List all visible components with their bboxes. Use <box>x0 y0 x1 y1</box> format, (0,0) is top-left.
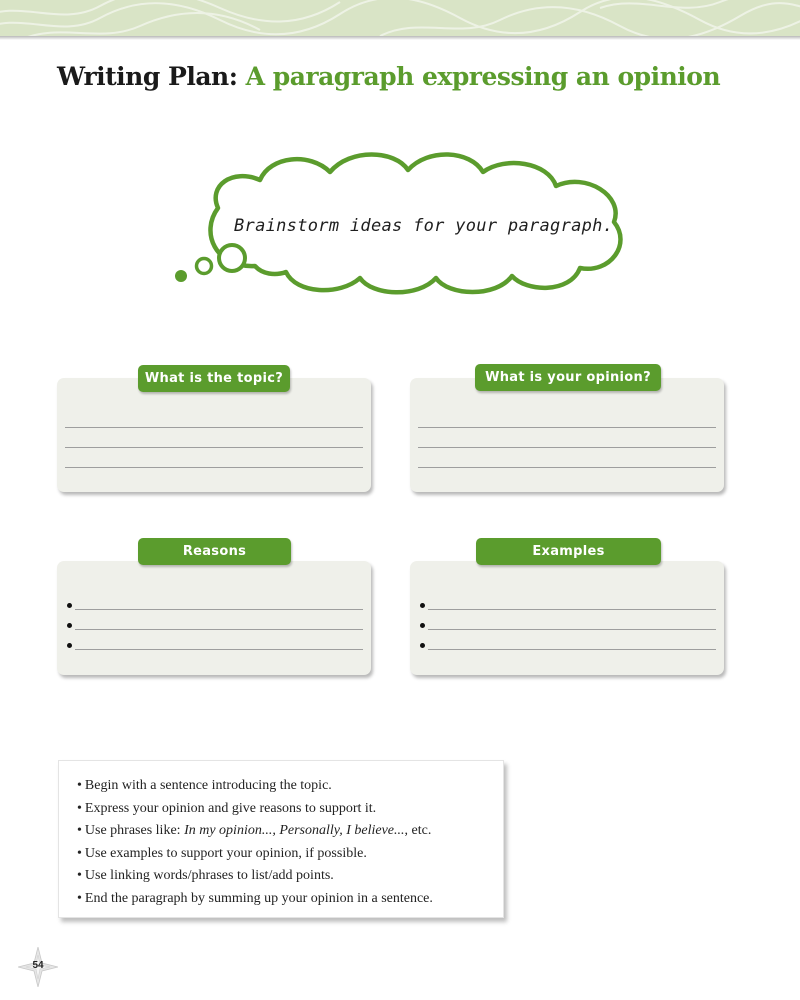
tip-item: • Begin with a sentence introducing the topic. <box>77 778 332 793</box>
bullet-icon <box>420 643 425 648</box>
tip-item: • Use linking words/phrases to list/add points. <box>77 868 334 884</box>
tip-item: • Use phrases like: In my opinion..., Personally, I believe..., etc. <box>77 823 432 839</box>
answer-line[interactable] <box>65 447 363 448</box>
answer-line[interactable] <box>418 427 716 428</box>
tip-text: Express your opinion and give reasons to support it. <box>84 800 377 816</box>
tip-text-italic: In my opinion..., Personally, I believe... <box>184 823 405 839</box>
tip-item: • End the paragraph by summing up your opinion in a sentence. <box>77 890 433 906</box>
answer-line[interactable] <box>428 649 716 650</box>
bullet-icon <box>67 623 72 628</box>
top-band-shadow <box>0 36 800 40</box>
cloud-prompt-text: Brainstorm ideas for your paragraph. <box>234 216 614 236</box>
tip-text: End the paragraph by summing up your opinion in a sentence. <box>84 890 433 906</box>
topic-box <box>57 378 371 492</box>
answer-line[interactable] <box>418 467 716 468</box>
opinion-box <box>410 378 724 492</box>
title-prefix: Writing Plan: <box>57 62 238 91</box>
answer-line[interactable] <box>75 649 363 650</box>
tip-text-after: , etc. <box>404 823 432 839</box>
top-decorative-band <box>0 0 800 36</box>
tip-text: Use examples to support your opinion, if possible. <box>84 845 367 861</box>
bullet-icon <box>67 603 72 608</box>
bullet-icon <box>67 643 72 648</box>
answer-line[interactable] <box>428 609 716 610</box>
tip-text-before: Use phrases like: <box>84 823 185 839</box>
title-main: A paragraph expressing an opinion <box>245 62 721 91</box>
wave-pattern <box>0 0 800 36</box>
bullet-icon <box>420 603 425 608</box>
answer-line[interactable] <box>75 629 363 630</box>
answer-line[interactable] <box>75 609 363 610</box>
tips-list <box>59 761 503 911</box>
tip-item: • Express your opinion and give reasons to support it. <box>77 800 377 816</box>
tip-text: Begin with a sentence introducing the topic. <box>84 778 332 793</box>
reasons-label: Reasons <box>138 538 291 565</box>
bullet-icon <box>420 623 425 628</box>
answer-line[interactable] <box>418 447 716 448</box>
page-number: 54 <box>32 960 44 971</box>
topic-label: What is the topic? <box>138 365 290 392</box>
answer-line[interactable] <box>65 427 363 428</box>
answer-line[interactable] <box>428 629 716 630</box>
page-number-badge <box>18 947 58 987</box>
page-title <box>57 62 720 91</box>
opinion-label: What is your opinion? <box>475 364 661 391</box>
answer-line[interactable] <box>65 467 363 468</box>
tips-box <box>58 760 504 918</box>
tip-text: Use linking words/phrases to list/add points. <box>84 868 334 884</box>
examples-label: Examples <box>476 538 661 565</box>
tip-item: • Use examples to support your opinion, if possible. <box>77 845 367 861</box>
examples-box <box>410 561 724 675</box>
reasons-box <box>57 561 371 675</box>
